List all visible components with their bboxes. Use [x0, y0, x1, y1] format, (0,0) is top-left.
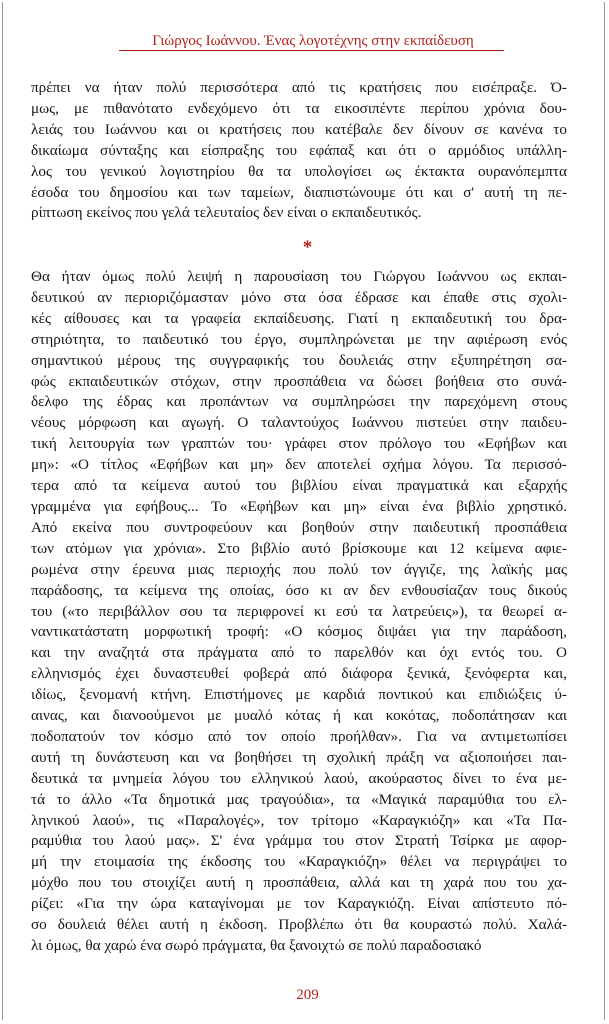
page-number: 209 — [296, 987, 319, 1003]
text-line: ραμύθια του λαού μας». Σ' ένα γράμμα του στον Στρατή Τσίρκα με αφορ- — [31, 832, 567, 850]
text-line: ναντικατάστατη μορφωτική τροφή: «Ο κόσμος διψάει για την παράδοση, — [31, 623, 567, 641]
text-line: και την αναζητά στα πράγματα από το παρελθόν και όχι εντός του. Ο — [31, 644, 567, 662]
text-line: λειάς του Ιωάννου και οι κρατήσεις που κατέβαλε δεν δίνουν σε κανένα το — [31, 120, 567, 138]
text-line: ρίπτωση εκείνος που γελά τελευταίος δεν είναι ο εκπαιδευτικός. — [31, 204, 422, 222]
running-header: Γιώργος Ιωάννου. Ένας λογοτέχνης στην εκπαίδευση — [152, 33, 474, 49]
paragraph-1 — [31, 78, 567, 224]
text-line: δελφο της έδρας και προπάντων να συμπληρώσει την παρεχόμενη στους — [31, 393, 567, 411]
book-page — [2, 2, 605, 1020]
text-line: ιδίως, ξενομανή κτήνη. Επιστήμονες με καρδιά ποντικού και επιδιώξεις ύ- — [31, 686, 567, 704]
text-line: δευτικά τα μνημεία λόγου του ελληνικού λαού, ακούραστος δίνει το ένα με- — [31, 769, 567, 787]
text-line: φώς εκπαιδευτικών στόχων, στην προσπάθεια να δώσει βοήθεια στο συνά- — [31, 372, 567, 390]
text-line: πρέπει να ήταν πολύ περισσότερα από τις κρατήσεις που εισέπραξε. Ό- — [31, 79, 567, 96]
text-line: στηριότητα, το παιδευτικό του έργο, συμπληρώνεται με την αφιέρωση ενός — [31, 330, 567, 348]
text-line: ληνικού λαού», τις «Παραλογές», τον τρίτομο «Καραγκιόζη» και «Τα Πα- — [31, 811, 567, 829]
text-line: ποδοπατούν τον κόσμο από τον οποίο προήλθαν». Για να αντιμετωπίσει — [31, 727, 567, 745]
text-line: δευτικού αν περιοριζόμασταν μόνο στα όσα έδρασε και έπαθε στις σχολι- — [31, 288, 567, 306]
text-line: ελληνισμός έχει δυναστευθεί φοβερά από διάφορα ξενικά, ξενόφερτα και, — [31, 665, 567, 683]
paragraph-2 — [31, 267, 567, 957]
text-line: Από εκείνα που συντροφεύουν και βοηθούν στην παιδευτική προσπάθεια — [31, 518, 567, 536]
text-line: σημαντικού μέρους της συγγραφικής του δουλειάς στην εξυπηρέτηση σα- — [31, 351, 567, 369]
text-line: τά το άλλο «Τα δημοτικά μας τραγούδια», τα «Μαγικά παραμύθια του ελ- — [31, 790, 567, 808]
text-line: παράδοσης, τα κείμενα της οποίας, όσο κι αν δεν ενθουσίαζαν τους δικούς — [31, 581, 567, 599]
text-line: έσοδα του δημοσίου και των ταμείων, διαπιστώνουμε ότι και σ' αυτή τη πε- — [31, 183, 567, 201]
text-line: γραμμένα για εφήβους... Το «Εφήβων και μη» είναι ένα βιβλίο χρηστικό. — [31, 497, 567, 515]
text-line: νέους μόρφωση και αγωγή. Ο ταλαντούχος Ιωάννου πιστεύει στην παιδευ- — [31, 414, 567, 432]
text-line: αινας, και διανοούμενοι με μυαλό κότας ή και κοκότας, ποδοπάτησαν και — [31, 707, 567, 725]
section-separator: * — [302, 237, 313, 258]
text-line: των ατόμων για χρόνια». Στο βιβλίο αυτό βρίσκουμε και 12 κείμενα αφιε- — [31, 539, 567, 557]
text-line: μη»: «Ο τίτλος «Εφήβων και μη» δεν αποτελεί σχήμα λόγου. Τα περισσό- — [31, 456, 567, 474]
text-line: ρωμένα στην έρευνα μιας περιοχής που πολύ τον άγγιζε, της λαϊκής μας — [31, 560, 567, 578]
text-line: του («το περιβάλλον σου τα περιφρονεί κι εσύ τα λατρεύεις»), τα θεωρεί α- — [31, 602, 567, 620]
text-line: μως, με πιθανότατο ενδεχόμενο ότι τα εικοσιπέντε περίπου χρόνια δου- — [31, 99, 567, 117]
text-line: μόχθο που του στοιχίζει αυτή η προσπάθεια, αλλά και τη χαρά που του χα- — [31, 874, 567, 892]
text-line: κές αίθουσες και τα γραφεία εκπαίδευσης. Γιατί η εκπαιδευτική του δρα- — [31, 309, 567, 327]
text-line: λος του γενικού λογιστηρίου θα τα υπολογίσει ως έκτακτα ουρανόπεμπτα — [31, 162, 567, 180]
header-rule — [119, 50, 504, 51]
text-line: τική λειτουργία των γραπτών του· γράφει στον πρόλογο του «Εφήβων και — [31, 435, 567, 453]
text-line: μή την ετοιμασία της έκδοσης του «Καραγκιόζη» θέλει να περιγράψει το — [31, 853, 567, 871]
text-line: δικαίωμα σύνταξης και είσπραξης του εφάπαξ και ότι ο αρμόδιος υπάλλη- — [31, 141, 567, 159]
text-line: Θα ήταν όμως πολύ λειψή η παρουσίαση του Γιώργου Ιωάννου ως εκπαι- — [31, 268, 567, 285]
text-line: ρίζει: «Για την ώρα καταγίνομαι με τον Καραγκιόζη. Είναι απίστευτο πό- — [31, 895, 567, 913]
text-line: αυτή τη δυνάστευση και να βοηθήσει τη σχολική πράξη να αξιοποιήσει παι- — [31, 748, 567, 766]
text-line: σο δουλειά θέλει αυτή η έκδοση. Προβλέπω ότι θα κουραστώ πολύ. Χαλά- — [31, 916, 567, 934]
text-line: τερα από τα κείμενα αυτού του βιβλίου είναι πραγματικά και εξαρχής — [31, 477, 567, 495]
text-line: λι όμως, θα χαρώ ένα σωρό πράγματα, θα ξανοιχτώ σε πολύ παραδοσιακό — [31, 937, 482, 954]
